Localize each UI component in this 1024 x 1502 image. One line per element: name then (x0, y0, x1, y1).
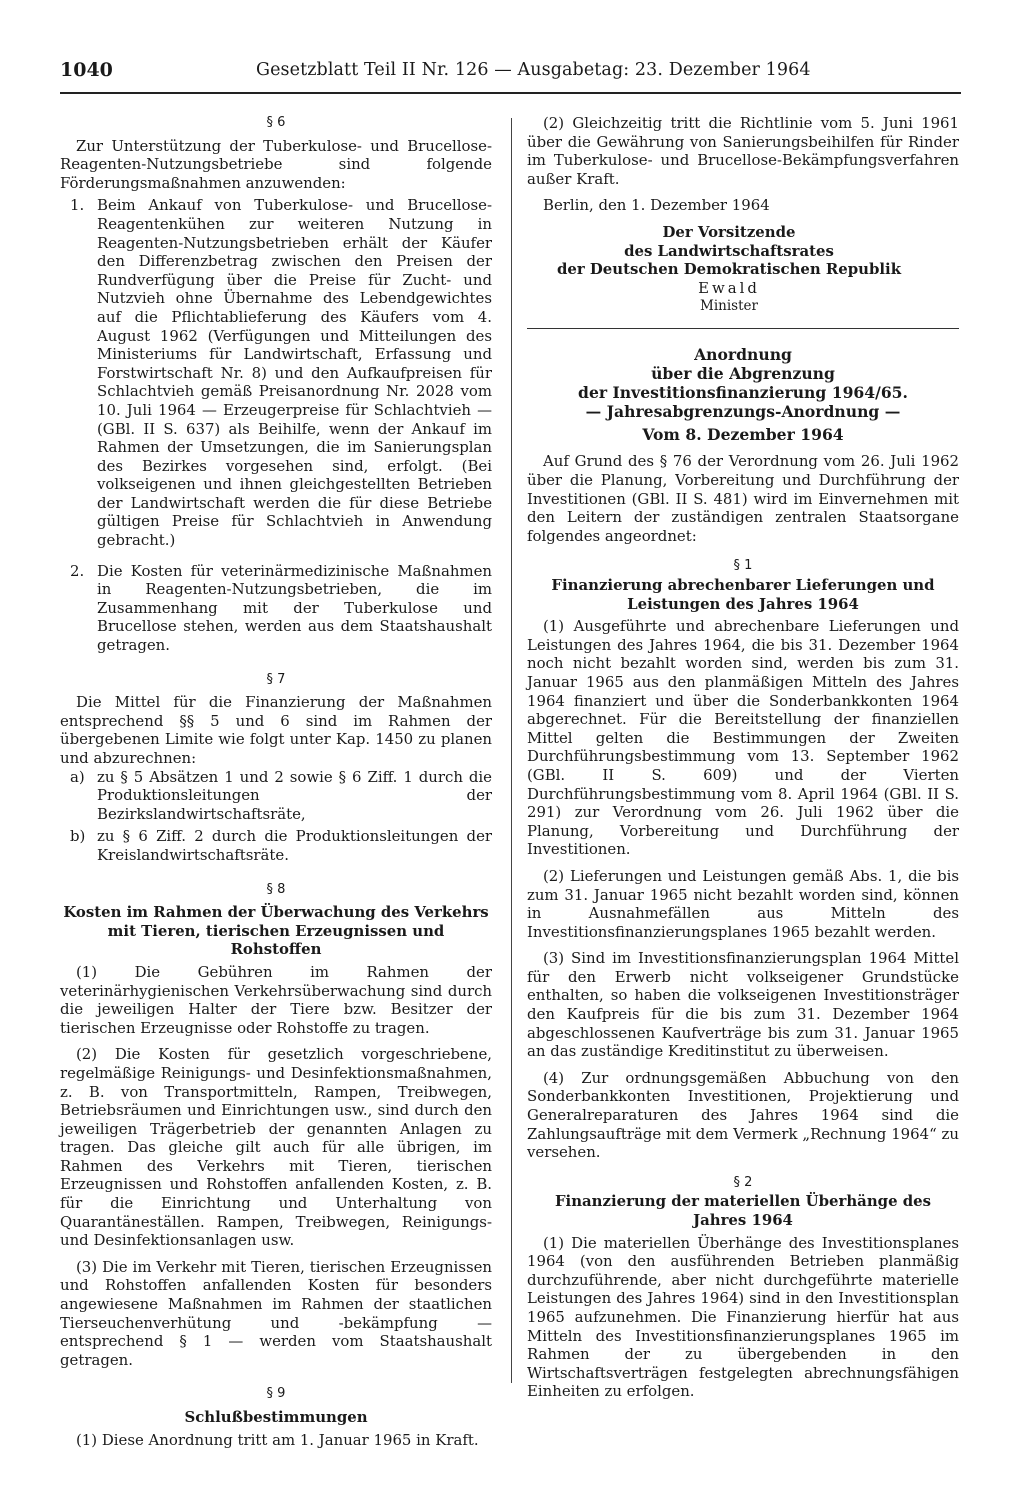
list-item (60, 827, 492, 864)
page-header (60, 56, 960, 86)
list-item (60, 768, 492, 824)
section-rule (527, 328, 959, 330)
section-2-paragraph-1: (1) Die materiellen Überhänge des Investitionsplanes 1964 (von den ausführenden Betrieben planmäßig durchzuführende, aber nicht durchgeführte materielle Leistungen des Jahres 1964) sind in den Investitionsplan 1965 aufzunehmen. Die Finanzierung hierfür hat aus Mitteln des Investitionsfinanzierungsplanes 1965 im Rahmen der zu übergebenden in den Wirtschaftsverträgen festgelegten abrechnungsfähigen Einheiten zu erfolgen. (527, 1233, 959, 1401)
ordinance-date: Vom 8. Dezember 1964 (642, 425, 844, 445)
ordinance-title-2: über die Abgrenzung (651, 364, 835, 384)
signature-line-2: des Landwirtschaftsrates (624, 241, 834, 260)
header-rule (60, 92, 961, 94)
signature-name: Ewald (698, 278, 760, 297)
section-1-paragraph-4: (4) Zur ordnungsgemäßen Abbuchung von den Sonderbankkonten Investitionen, Projektierung und Generalreparaturen des Jahres 1964 sind die Zahlungsaufträge mit dem Vermerk „Rechnung 1964“ zu versehen. (527, 1068, 959, 1162)
section-6-intro: Zur Unterstützung der Tuberkulose- und Brucellose-Reagenten-Nutzungsbetriebe sind folgende Förderungsmaßnahmen anzuwenden: (60, 136, 492, 192)
ordinance-title-block (527, 345, 959, 444)
ordinance-subtitle: — Jahresabgrenzungs-Anordnung — (585, 402, 901, 422)
list-item-number: b) (70, 827, 86, 846)
page-number: 1040 (60, 59, 113, 81)
section-heading-8: § 8 (266, 881, 286, 897)
section-8-title: Kosten im Rahmen der Überwachung des Verkehrs mit Tieren, tierischen Erzeugnissen und Rohstoffen (63, 903, 489, 959)
list-item (60, 196, 492, 549)
list-item-text: Beim Ankauf von Tuberkulose- und Brucellose-Reagentenkühen zur weiteren Nutzung in Reagenten-Nutzungsbetrieben erhält der Käufer den Differenzbetrag zwischen den Preisen der Rundverfügung über die Preise für Zucht- und Nutzvieh ohne Übernahme des Lebendgewichtes auf die Pflichtablieferung des Käufers vom 4. August 1962 (Verfügungen und Mitteilungen des Ministeriums für Landwirtschaft, Erfassung und Forstwirtschaft Nr. 8) und den Aufkaufpreisen für Schlachtvieh gemäß Preisanordnung Nr. 2028 vom 10. Juli 1964 — Erzeugerpreise für Schlachtvieh — (GBl. II S. 637) als Beihilfe, wenn der Ankauf im Rahmen der Umsetzungen, die im Sanierungsplan des Bezirkes vorgesehen sind, erfolgt. (Bei volkseigenen und ihnen gleichgestellten Betrieben der Landwirtschaft werden die für diese Betriebe gültigen Preise für Schlachtvieh in Anwendung gebracht.) (97, 196, 492, 550)
list-item (60, 562, 492, 655)
section-9-title: Schlußbestimmungen (184, 1408, 368, 1426)
list-item-text: Die Kosten für veterinärmedizinische Maßnahmen in Reagenten-Nutzungsbetrieben, die im Zusammenhang mit der Tuberkulose und Brucellose stehen, werden aus dem Staatshaushalt getragen. (97, 561, 492, 655)
right-column (527, 114, 959, 1401)
section-heading-9: § 9 (266, 1386, 286, 1402)
signature-line-1: Der Vorsitzende (662, 222, 796, 241)
section-8-paragraph-2: (2) Die Kosten für gesetzlich vorgeschriebene, regelmäßige Reinigungs- und Desinfektionsmaßnahmen, z. B. von Transportmitteln, Rampen, Treibwegen, Betriebsräumen und Einrichtungen usw., sind durch den jeweiligen Trägerbetrieb der genannten Anlagen zu tragen. Das gleiche gilt auch für alle übrigen, im Rahmen des Verkehrs mit Tieren, tierischen Erzeugnissen und Rohstoffen anfallenden Kosten, z. B. für die Einrichtung und Unterhaltung von Quarantäneställen. Rampen, Treibwegen, Reinigungs- und Desinfektionsanlagen usw. (60, 1045, 492, 1250)
section-heading-7: § 7 (266, 671, 286, 687)
signature-line-3: der Deutschen Demokratischen Republik (556, 260, 902, 279)
column-divider (511, 118, 512, 1383)
section-2-title: Finanzierung der materiellen Überhänge des Jahres 1964 (554, 1192, 931, 1229)
ordinance-preamble: Auf Grund des § 76 der Verordnung vom 26. Juli 1962 über die Planung, Vorbereitung und Durchführung der Investitionen (GBl. II S. 481) wird im Einvernehmen mit den Leitern der zuständigen zentralen Staatsorgane folgendes angeordnet: (527, 452, 959, 545)
place-date: Berlin, den 1. Dezember 1964 (543, 196, 770, 215)
header-title: Gesetzblatt Teil II Nr. 126 — Ausgabetag: 23. Dezember 1964 (256, 60, 811, 80)
section-heading-6: § 6 (266, 115, 286, 130)
signature-block (527, 223, 959, 316)
section-8-paragraph-3: (3) Die im Verkehr mit Tieren, tierischen Erzeugnissen und Rohstoffen anfallenden Kosten für besonders angewiesene Maßnahmen im Rahmen der staatlichen Tierseuchenverhütung und -bekämpfung — entsprechend § 1 — werden vom Staatshaushalt getragen. (60, 1257, 492, 1369)
section-1-paragraph-1: (1) Ausgeführte und abrechenbare Lieferungen und Leistungen des Jahres 1964, die bis 31. Dezember 1964 noch nicht bezahlt worden sind, werden bis zum 31. Januar 1965 aus den planmäßigen Mitteln des Jahres 1964 finanziert und über die Sonderbankkonten 1964 abgerechnet. Für die Bereitstellung der finanziellen Mittel gelten die Bestimmungen der Zweiten Durchführungsbestimmung vom 13. September 1962 (GBl. II S. 609) und der Vierten Durchführungsbestimmung vom 8. April 1964 (GBl. II S. 291) zur Verordnung vom 26. Juli 1962 über die Planung, Vorbereitung und Durchführung der Investitionen. (527, 617, 959, 859)
list-item-text: zu § 5 Absätzen 1 und 2 sowie § 6 Ziff. 1 durch die Produktionsleitungen der Bezirkslandwirtschaftsräte, (97, 767, 492, 823)
section-1-title: Finanzierung abrechenbarer Lieferungen und Leistungen des Jahres 1964 (551, 576, 935, 613)
section-9-paragraph-1: (1) Diese Anordnung tritt am 1. Januar 1965 in Kraft. (76, 1430, 479, 1449)
list-item-number: 1. (70, 196, 85, 215)
ordinance-title-3: der Investitionsfinanzierung 1964/65. (578, 383, 908, 403)
section-1-paragraph-3: (3) Sind im Investitionsfinanzierungsplan 1964 Mittel für den Erwerb nicht volkseigener Grundstücke enthalten, so haben die volkseigenen Investitionsträger den Kaufpreis für die bis zum 31. Dezember 1964 abgeschlossenen Kaufverträge bis zum 31. Januar 1965 an das zuständige Kreditinstitut zu überweisen. (527, 949, 959, 1061)
section-9-paragraph-2: (2) Gleichzeitig tritt die Richtlinie vom 5. Juni 1961 über die Gewährung von Sanierungsbeihilfen für Rinder im Tuberkulose- und Brucellose-Bekämpfungsverfahren außer Kraft. (527, 114, 959, 188)
list-item-text: zu § 6 Ziff. 2 durch die Produktionsleitungen der Kreislandwirtschaftsräte. (97, 827, 492, 864)
section-heading-2: § 2 (733, 1174, 753, 1190)
list-item-number: 2. (70, 561, 85, 580)
section-7-intro: Die Mittel für die Finanzierung der Maßnahmen entsprechend §§ 5 und 6 sind im Rahmen der übergebenen Limite wie folgt unter Kap. 1450 zu planen und abzurechnen: (60, 693, 492, 767)
section-8-paragraph-1: (1) Die Gebühren im Rahmen der veterinärhygienischen Verkehrsüberwachung sind durch die jeweiligen Halter der Tiere bzw. Besitzer der tierischen Erzeugnisse oder Rohstoffe zu tragen. (60, 962, 492, 1037)
section-1-paragraph-2: (2) Lieferungen und Leistungen gemäß Abs. 1, die bis zum 31. Januar 1965 nicht bezahlt worden sind, können in Ausnahmefällen aus Mitteln des Investitionsfinanzierungsplanes 1965 bezahlt werden. (527, 866, 959, 941)
section-heading-1: § 1 (733, 558, 753, 574)
left-column (60, 114, 492, 1449)
list-item-number: a) (70, 767, 85, 786)
ordinance-title-1: Anordnung (694, 345, 792, 365)
signature-role: Minister (700, 298, 758, 315)
